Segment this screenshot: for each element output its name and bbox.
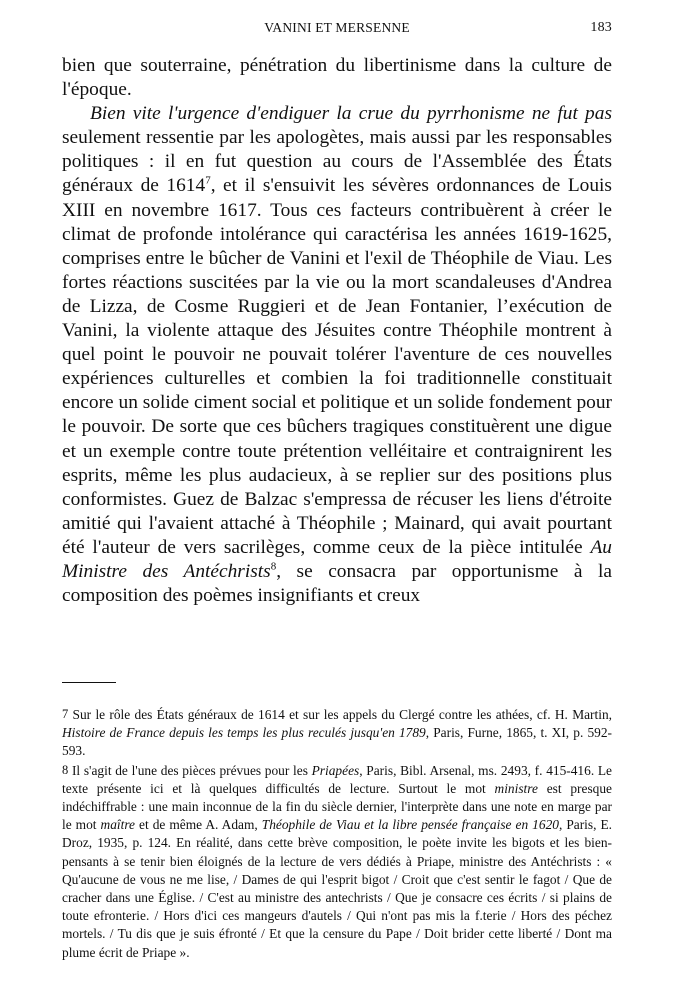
footnote-8-text-e: , Paris, E. Droz, 1935, p. 124. En réalité, dans cette brève composition, le poète invite les bigots et les bien-pensants à se tenir bien éloignés de la lecture de vers dédiés à Priape, ministre des Antéchrists : « Qu'aucune de vous ne me lise, / Dames de qui l'esprit bigot / Croit que c'est sentir le fagot / Que de cracher dans une Église. / C'est au ministre des antechrists / Que je consacre ces écrits / si plains de toute efronterie. / Hors d'ici ces mangeurs d'autels / Qui n'ont pas mis la f.terie / Hors des péchez mortels. / Tu dis que je suis éfronté / Et que la censure du Pape / Doit brider cette liberté / Dont ma plume écrit de Priape ». bbox=[62, 817, 613, 960]
footnote-8-number: 8 bbox=[62, 762, 69, 777]
footnote-ref-7[interactable]: 7 bbox=[205, 175, 211, 187]
running-title: VANINI ET MERSENNE bbox=[264, 20, 410, 35]
paragraph-2-text-a: seulement ressentie par les apologètes, mais aussi par les responsables politiques : il en fut question au cours de l'Assemblée des États généraux de 1614 bbox=[62, 127, 612, 197]
page bbox=[62, 18, 612, 608]
footnote-7 bbox=[62, 705, 612, 761]
footnote-ref-8[interactable]: 8 bbox=[270, 560, 277, 573]
footnote-8-book-title: Théophile de Viau et la libre pensée française en 1620 bbox=[261, 817, 559, 833]
paragraph-1-text: bien que souterraine, pénétration du libertinisme dans la culture de l'époque. bbox=[62, 55, 612, 101]
footnote-7-text-b: , Paris, Furne, 1865, t. XI, p. 592-593. bbox=[62, 725, 612, 759]
paragraph-2-handwritten-opening: Bien vite l'urgence d'endiguer la crue du pyrrhonisme ne fut pas bbox=[90, 103, 612, 125]
footnotes bbox=[62, 705, 612, 962]
footnote-8-italic-ministre: ministre bbox=[494, 780, 538, 796]
body-text bbox=[62, 54, 612, 608]
footnote-8 bbox=[62, 761, 612, 962]
footnote-8-text-b: , Paris, Bibl. Arsenal, ms. 2493, f. 415-416. Le texte présente ici et là quelques difficultés de lecture. Surtout le mot bbox=[62, 762, 612, 796]
running-header bbox=[62, 18, 612, 40]
footnote-8-text-d: et de même A. Adam, bbox=[135, 817, 262, 833]
footnote-7-number: 7 bbox=[62, 707, 69, 721]
footnote-8-italic-priapees: Priapées bbox=[311, 762, 360, 778]
paragraph-2-text-c: , se consacra par opportunisme à la composition des poèmes insignifiants et creux bbox=[62, 560, 612, 607]
footnote-7-book-title: Histoire de France depuis les temps les plus reculés jusqu'en 1789 bbox=[62, 725, 426, 741]
footnote-divider bbox=[62, 682, 116, 683]
footnote-7-text-a: Sur le rôle des États généraux de 1614 et sur les appels du Clergé contre les athées, cf. H. Martin, bbox=[68, 707, 612, 722]
page-number: 183 bbox=[590, 20, 612, 35]
footnote-8-italic-maitre: maître bbox=[100, 817, 135, 833]
footnote-8-text-c: est presque indéchiffrable : une main inconnue de la fin du siècle dernier, l'interprète dans une note en marge par le mot bbox=[62, 780, 612, 833]
paragraph-2-text-b: , et il s'ensuivit les sévères ordonnances de Louis XIII en novembre 1617. Tous ces facteurs contribuèrent à créer le climat de profonde intolérance qui caractérisa les années 1619-1625, comprises entre le bûcher de Vanini et l'exil de Théophile de Viau. Les fortes réactions suscitées par la vie ou la mort scandaleuses d'Andrea de Lizza, de Cosme Ruggieri et de Jean Fontanier, l’exécution de Vanini, la violente attaque des Jésuites contre Théophile montrent à quel point le pouvoir ne pouvait tolérer l'aventure de ces nouvelles expériences culturelles et combien la foi traditionnelle constituait encore un solide ciment social et politique et un solide fondement pour le pouvoir. De sorte que ces bûchers tragiques constituèrent une digue et un exemple contre toute prétention velléitaire et contraignirent les esprits, même les plus audacieux, à se replier sur des positions plus conformistes. Guez de Balzac s'empressa de récuser les liens d'étroite amitié qui l'avaient attaché à Théophile ; Mainard, qui avait pourtant été l'auteur de vers sacrilèges, comme ceux de la pièce intitulée bbox=[62, 175, 612, 558]
work-title-ministre: Au Ministre des Antéchrists bbox=[62, 536, 612, 582]
paragraph-2 bbox=[62, 102, 612, 608]
paragraph-1 bbox=[62, 54, 612, 102]
footnote-8-text-a: Il s'agit de l'une des pièces prévues pour les bbox=[68, 762, 312, 778]
